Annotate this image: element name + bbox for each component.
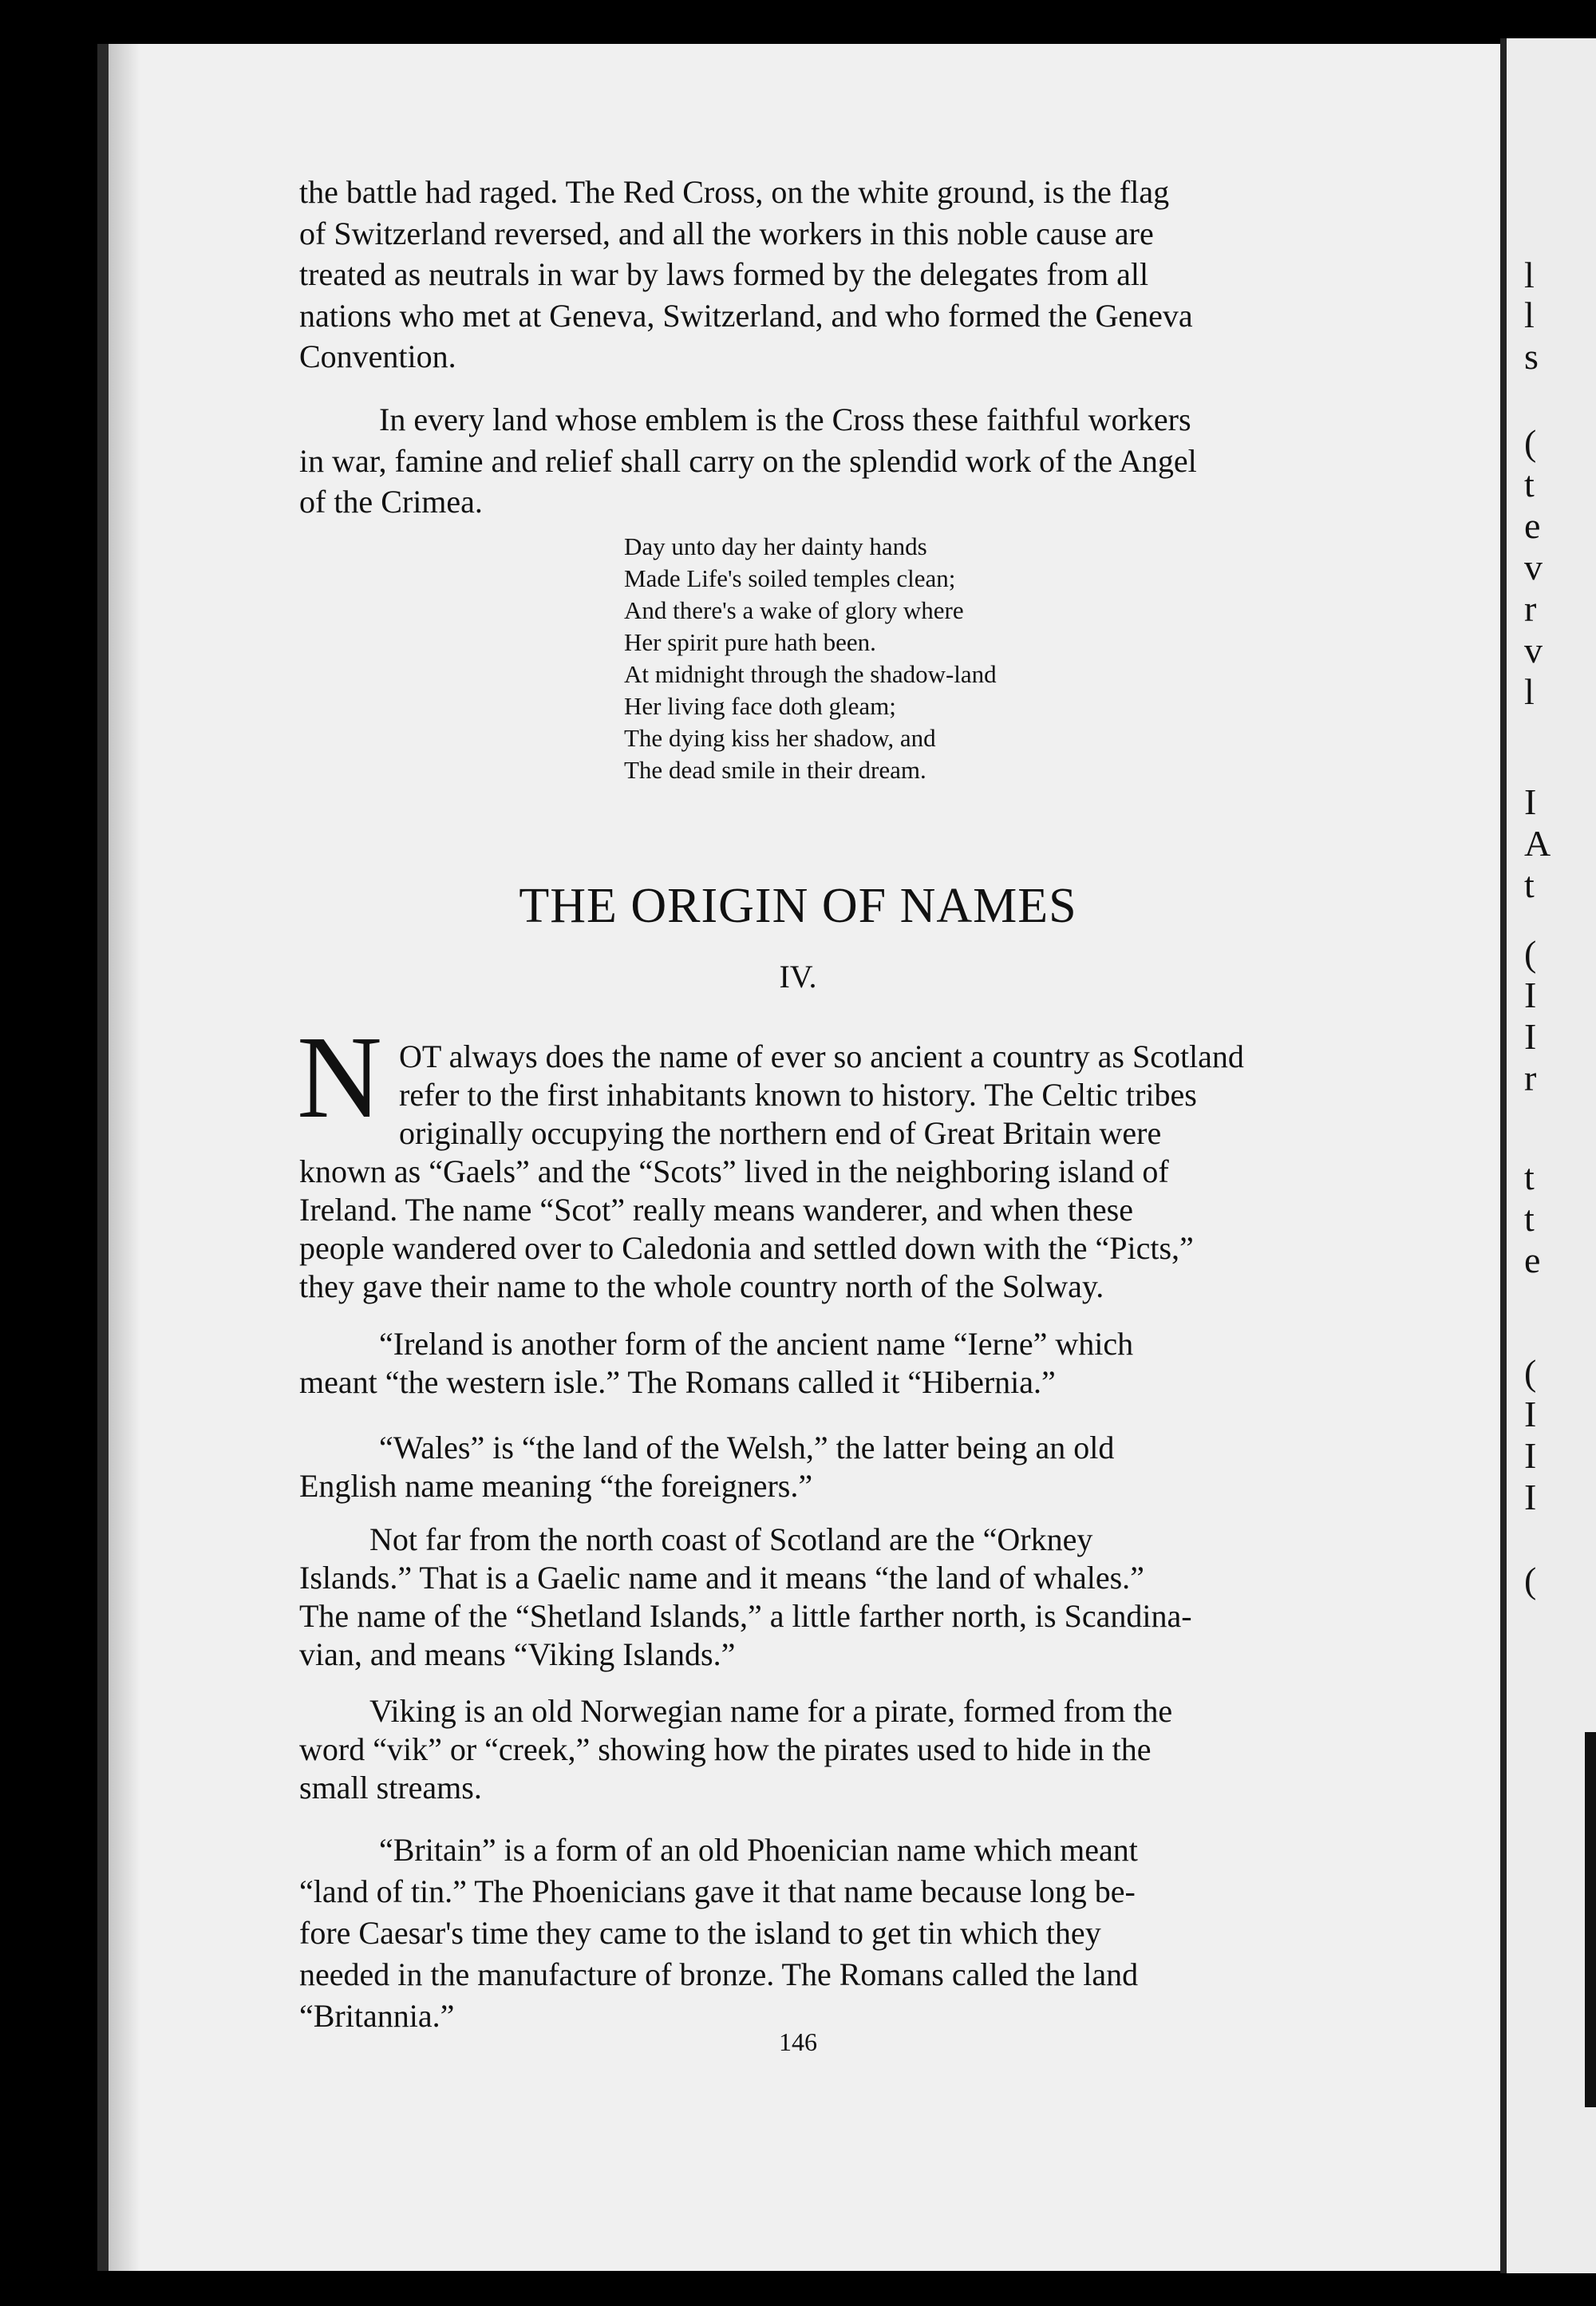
text-line: treated as neutrals in war by laws formed by the delegates from all [299, 256, 1149, 292]
poem-line: Day unto day her dainty hands [624, 532, 927, 560]
adjacent-glyph: ( [1524, 933, 1537, 974]
adjacent-glyph: t [1524, 1157, 1535, 1197]
adjacent-glyph: t [1524, 864, 1535, 905]
page-number: 146 [779, 2027, 817, 2056]
adjacent-glyph: ( [1524, 1560, 1537, 1600]
adjacent-glyph: I [1524, 1477, 1537, 1517]
adjacent-glyph: r [1524, 588, 1537, 629]
poem-line: The dead smile in their dream. [624, 756, 926, 784]
text-line: Ireland. The name “Scot” really means wanderer, and when these [299, 1192, 1133, 1228]
adjacent-glyph: ( [1524, 422, 1537, 463]
poem-line: Her living face doth gleam; [624, 692, 896, 720]
adjacent-glyph: l [1524, 255, 1535, 295]
text-line: Islands.” That is a Gaelic name and it means “the land of whales.” [299, 1560, 1144, 1596]
text-line: “Wales” is “the land of the Welsh,” the latter being an old [379, 1430, 1115, 1465]
text-line: word “vik” or “creek,” showing how the pirates used to hide in the [299, 1731, 1152, 1767]
poem-line: Her spirit pure hath been. [624, 628, 876, 656]
poem-line: At midnight through the shadow-land [624, 660, 997, 688]
text-line: of Switzerland reversed, and all the workers in this noble cause are [299, 215, 1154, 251]
adjacent-glyph: t [1524, 464, 1535, 504]
poem-line: Made Life's soiled temples clean; [624, 564, 956, 592]
adjacent-glyph: I [1524, 975, 1537, 1015]
text-line: English name meaning “the foreigners.” [299, 1468, 813, 1504]
lead-paragraph-start [399, 1038, 1404, 1153]
adjacent-glyph: e [1524, 505, 1541, 546]
paragraph-britain [299, 1829, 1404, 2037]
lead-paragraph-rest [299, 1153, 1404, 1306]
poem-line: The dying kiss her shadow, and [624, 724, 936, 752]
adjacent-glyph: t [1524, 1198, 1535, 1239]
adjacent-glyph: l [1524, 295, 1535, 335]
text-line: “Britannia.” [299, 1998, 455, 2034]
adjacent-glyph: I [1524, 1394, 1537, 1434]
adjacent-glyph: A [1524, 823, 1551, 864]
text-line: in war, famine and relief shall carry on the splendid work of the Angel [299, 442, 1197, 479]
adjacent-glyph: e [1524, 1240, 1541, 1280]
text-line: people wandered over to Caledonia and settled down with the “Picts,” [299, 1230, 1194, 1266]
drop-cap: N [297, 1012, 382, 1143]
section-number: IV. [779, 959, 817, 995]
text-line: known as “Gaels” and the “Scots” lived in the neighboring island of [299, 1153, 1169, 1189]
adjacent-glyph: ( [1524, 1352, 1537, 1393]
text-line: In every land whose emblem is the Cross these faithful workers [379, 401, 1191, 437]
text-line: Viking is an old Norwegian name for a pirate, formed from the [369, 1693, 1173, 1729]
paragraph-orkney [299, 1521, 1404, 1674]
adjacent-glyph: s [1524, 336, 1539, 377]
text-line: fore Caesar's time they came to the island to get tin which they [299, 1915, 1101, 1951]
text-line: originally occupying the northern end of Great Britain were [399, 1115, 1162, 1151]
text-line: The name of the “Shetland Islands,” a little farther north, is Scandina- [299, 1598, 1192, 1634]
text-line: Convention. [299, 338, 456, 374]
adjacent-glyph: I [1524, 781, 1537, 822]
text-line: Not far from the north coast of Scotland are the “Orkney [369, 1521, 1093, 1557]
text-line: they gave their name to the whole country north of the Solway. [299, 1268, 1104, 1304]
text-line: needed in the manufacture of bronze. The Romans called the land [299, 1956, 1139, 1992]
poem [624, 531, 997, 786]
text-line: OT always does the name of ever so ancient a country as Scotland [399, 1038, 1244, 1074]
adjacent-glyph: r [1524, 1058, 1537, 1098]
text-line: “land of tin.” The Phoenicians gave it that name because long be- [299, 1873, 1136, 1909]
poem-line: And there's a wake of glory where [624, 596, 964, 624]
text-line: of the Crimea. [299, 484, 483, 520]
paragraph-ireland [299, 1325, 1404, 1402]
page-gutter-shadow [109, 44, 140, 2271]
adjacent-glyph: v [1524, 630, 1543, 670]
top-paragraph-2 [299, 399, 1404, 523]
text-line: “Ireland is another form of the ancient name “Ierne” which [379, 1326, 1134, 1362]
paragraph-wales [299, 1429, 1404, 1505]
text-line: small streams. [299, 1770, 482, 1806]
adjacent-glyph: I [1524, 1435, 1537, 1476]
text-line: vian, and means “Viking Islands.” [299, 1636, 736, 1672]
adjacent-glyph: I [1524, 1016, 1537, 1057]
adjacent-glyph: l [1524, 671, 1535, 712]
paragraph-viking [299, 1692, 1404, 1807]
text-line: the battle had raged. The Red Cross, on the white ground, is the flag [299, 174, 1170, 210]
text-line: “Britain” is a form of an old Phoenician name which meant [379, 1832, 1138, 1868]
adjacent-page-edge [1500, 38, 1596, 2273]
text-line: meant “the western isle.” The Romans called it “Hibernia.” [299, 1364, 1056, 1400]
section-heading: THE ORIGIN OF NAMES [519, 879, 1077, 933]
text-line: nations who met at Geneva, Switzerland, and who formed the Geneva [299, 297, 1193, 334]
adjacent-glyph: v [1524, 547, 1543, 587]
text-line: refer to the first inhabitants known to history. The Celtic tribes [399, 1077, 1197, 1113]
top-paragraph-1 [299, 172, 1404, 378]
